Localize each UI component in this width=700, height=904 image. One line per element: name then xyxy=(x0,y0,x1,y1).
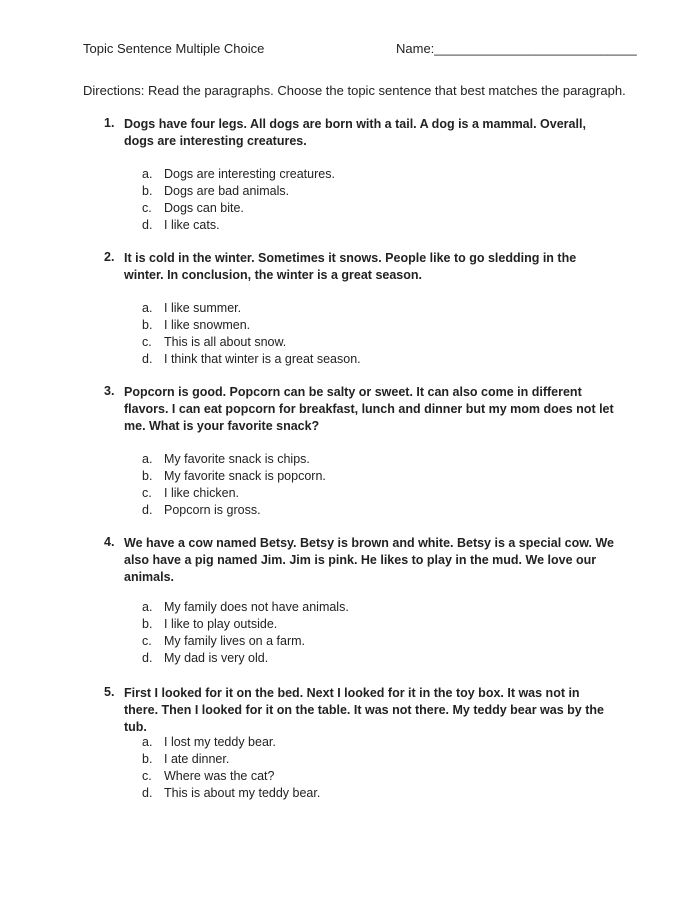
question-paragraph: Popcorn is good. Popcorn can be salty or sweet. It can also come in different flavors. I can eat popcorn for breakfast, lunch and dinner but my mom does not let me. What is your favorite snack? xyxy=(124,385,614,433)
option-text: My family does not have animals. xyxy=(164,600,349,614)
option-text: My dad is very old. xyxy=(164,651,269,665)
name-field-label: Name:____________________________ xyxy=(396,41,637,56)
option-text: My favorite snack is popcorn. xyxy=(164,469,326,483)
option-text: I like chicken. xyxy=(164,486,240,500)
option-letter: d. xyxy=(142,352,153,366)
option-letter: a. xyxy=(142,167,153,181)
option-text: Dogs are interesting creatures. xyxy=(164,167,335,181)
question-number: 5. xyxy=(104,685,115,699)
option-letter: c. xyxy=(142,486,152,500)
option-text: I like to play outside. xyxy=(164,617,278,631)
option-text: Popcorn is gross. xyxy=(164,503,261,517)
option-letter: d. xyxy=(142,651,153,665)
worksheet-header xyxy=(83,41,637,59)
option-letter: d. xyxy=(142,503,153,517)
question-number: 3. xyxy=(104,384,115,398)
option-text: I think that winter is a great season. xyxy=(164,352,361,366)
option-letter: a. xyxy=(142,452,153,466)
option-letter: b. xyxy=(142,469,153,483)
directions-text: Directions: Read the paragraphs. Choose the topic sentence that best matches the paragraph. xyxy=(83,83,626,98)
option-letter: c. xyxy=(142,769,152,783)
option-text: I ate dinner. xyxy=(164,752,230,766)
option-letter: b. xyxy=(142,184,153,198)
option-letter: c. xyxy=(142,201,152,215)
option-letter: c. xyxy=(142,634,152,648)
question-paragraph: We have a cow named Betsy. Betsy is brown and white. Betsy is a special cow. We also have a pig named Jim. Jim is pink. He likes to play in the mud. We love our animals. xyxy=(124,536,614,584)
option-text: Dogs can bite. xyxy=(164,201,244,215)
option-letter: d. xyxy=(142,218,153,232)
question-number: 2. xyxy=(104,250,115,264)
option-letter: b. xyxy=(142,617,153,631)
option-text: I like summer. xyxy=(164,301,242,315)
option-letter: d. xyxy=(142,786,153,800)
option-letter: b. xyxy=(142,752,153,766)
option-letter: a. xyxy=(142,600,153,614)
question-number: 1. xyxy=(104,116,115,130)
option-text: My family lives on a farm. xyxy=(164,634,306,648)
option-letter: a. xyxy=(142,735,153,749)
option-text: This is about my teddy bear. xyxy=(164,786,321,800)
option-text: I like snowmen. xyxy=(164,318,251,332)
option-text: This is all about snow. xyxy=(164,335,287,349)
option-letter: a. xyxy=(142,301,153,315)
option-letter: c. xyxy=(142,335,152,349)
option-text: Where was the cat? xyxy=(164,769,275,783)
question-paragraph: First I looked for it on the bed. Next I looked for it in the toy box. It was not in there. Then I looked for it on the table. It was not there. My teddy bear was by the tub. xyxy=(124,686,604,734)
question-paragraph: Dogs have four legs. All dogs are born with a tail. A dog is a mammal. Overall, dogs are interesting creatures. xyxy=(124,117,586,148)
worksheet-title: Topic Sentence Multiple Choice xyxy=(83,41,265,56)
question-paragraph: It is cold in the winter. Sometimes it snows. People like to go sledding in the winter. In conclusion, the winter is a great season. xyxy=(124,251,577,282)
option-letter: b. xyxy=(142,318,153,332)
question-number: 4. xyxy=(104,535,115,549)
option-text: My favorite snack is chips. xyxy=(164,452,310,466)
option-text: Dogs are bad animals. xyxy=(164,184,290,198)
option-text: I like cats. xyxy=(164,218,220,232)
option-text: I lost my teddy bear. xyxy=(164,735,276,749)
